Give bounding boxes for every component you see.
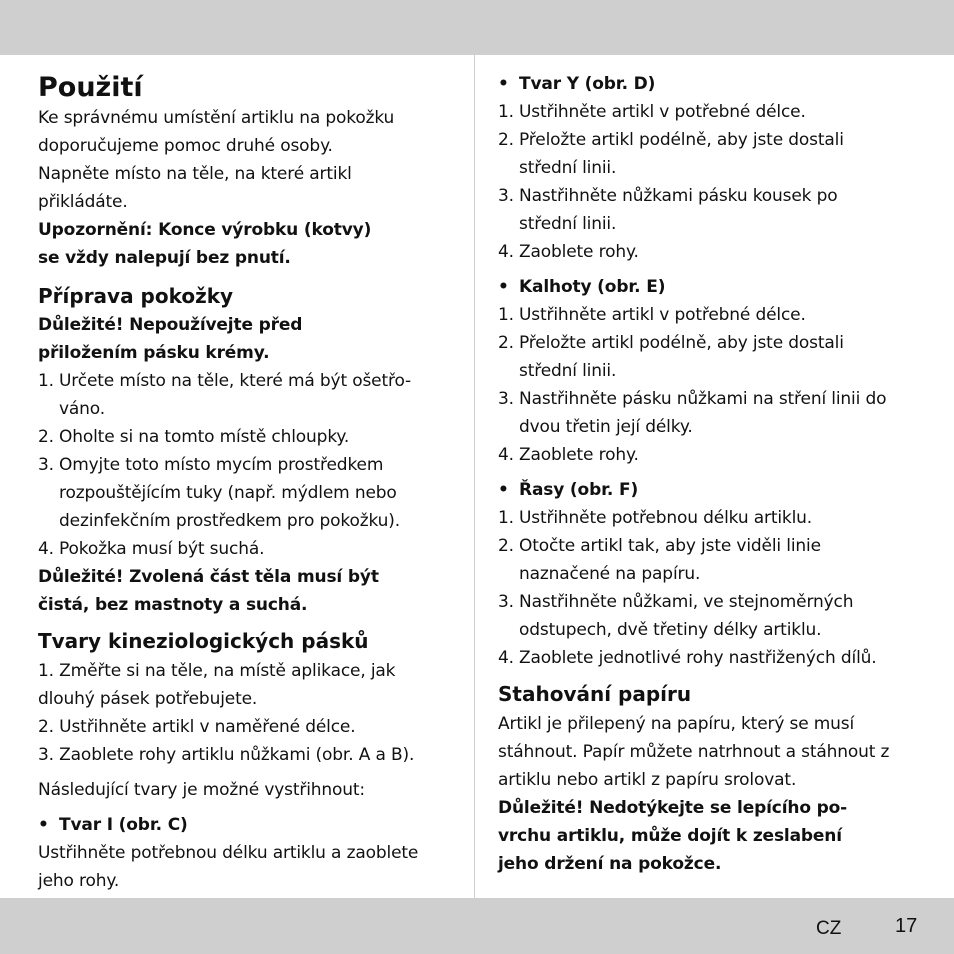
text-line: Nastřihněte nůžkami, ve stejnoměrných: [519, 592, 854, 612]
text-line: přikládáte.: [38, 192, 128, 212]
text-line: Zaoblete jednotlivé rohy nastřižených dílů.: [519, 648, 877, 668]
footer-band: [0, 898, 954, 954]
text-line: Oholte si na tomto místě chloupky.: [59, 427, 350, 447]
text-line: Ustřihněte potřebnou délku artiklu.: [519, 508, 813, 528]
text-line: Přeložte artikl podélně, aby jste dostali: [519, 130, 844, 150]
cut-intro: Následující tvary je možné vystřihnout:: [38, 780, 365, 800]
list-item: [498, 182, 844, 238]
text-line: dlouhý pásek potřebujete.: [38, 689, 258, 709]
note-line: Důležité! Nedotýkejte se lepícího po-: [498, 798, 848, 818]
list-item: [498, 98, 844, 126]
text-line: stáhnout. Papír můžete natrhnout a stáhnout z: [498, 742, 890, 762]
text-line: Ke správnému umístění artiklu na pokožku: [38, 108, 395, 128]
text-line: Nastřihněte pásku nůžkami na stření linii do: [519, 389, 887, 409]
text-line: Ustřihněte artikl v potřebné délce.: [519, 102, 806, 122]
list-item: [38, 367, 411, 423]
bullet-heading: [498, 70, 844, 98]
note-line: vrchu artiklu, může dojít k zeslabení: [498, 826, 842, 846]
text-line: Nastřihněte nůžkami pásku kousek po: [519, 186, 838, 206]
note-line: jeho držení na pokožce.: [498, 854, 722, 874]
text-line: rozpouštějícím tuky (např. mýdlem nebo: [59, 483, 397, 503]
bullet-title: Tvar Y (obr. D): [519, 74, 656, 94]
heading-tvary: Tvary kineziologických pásků: [38, 629, 369, 653]
list-item: [498, 238, 844, 266]
text-line: Omyjte toto místo mycím prostředkem: [59, 455, 384, 475]
text-line: 1. Změřte si na těle, na místě aplikace, jak: [38, 661, 396, 681]
list-number: 4.: [498, 242, 514, 262]
list-number: 2.: [38, 427, 54, 447]
bullet-title: Řasy (obr. F): [519, 480, 639, 500]
text-line: doporučujeme pomoc druhé osoby.: [38, 136, 333, 156]
text-line: střední linii.: [519, 158, 617, 178]
list-number: 2.: [498, 130, 514, 150]
intro-paragraph: [38, 104, 394, 272]
text-line: Pokožka musí být suchá.: [59, 539, 265, 559]
heading-priprava-pokozky: Příprava pokožky: [38, 284, 234, 308]
text-line: Otočte artikl tak, aby jste viděli linie: [519, 536, 821, 556]
footer-language: CZ: [816, 918, 842, 939]
text-line: Napněte místo na těle, na které artikl: [38, 164, 352, 184]
skin-prep-section: [38, 311, 411, 619]
text-line: Zaoblete rohy.: [519, 242, 639, 262]
list-number: 4.: [38, 539, 54, 559]
shapes-steps: [38, 657, 414, 769]
text-line: Artikl je přilepený na papíru, který se musí: [498, 714, 855, 734]
text-line: artiklu nebo artikl z papíru srolovat.: [498, 770, 797, 790]
list-number: 4.: [498, 648, 514, 668]
list-number: 1.: [498, 102, 514, 122]
text-line: Zaoblete rohy.: [519, 445, 639, 465]
rasy-section: [498, 476, 877, 672]
page-number: 17: [895, 915, 918, 937]
list-item: [498, 126, 844, 182]
text-line: střední linii.: [519, 361, 617, 381]
bullet-title: Kalhoty (obr. E): [519, 277, 666, 297]
text-line: 2. Ustřihněte artikl v naměřené délce.: [38, 717, 356, 737]
text-line: Přeložte artikl podélně, aby jste dostali: [519, 333, 844, 353]
list-item: [498, 532, 877, 588]
list-number: 3.: [498, 592, 514, 612]
list-number: 3.: [38, 455, 54, 475]
list-item: [498, 644, 877, 672]
column-divider: [474, 55, 475, 898]
list-item: [498, 385, 886, 441]
list-item: [498, 329, 886, 385]
list-number: 1.: [498, 305, 514, 325]
text-line: naznačené na papíru.: [519, 564, 701, 584]
text-line: dvou třetin její délky.: [519, 417, 693, 437]
text-line: váno.: [59, 399, 106, 419]
header-band: [0, 0, 954, 55]
bullet-heading: [498, 273, 886, 301]
heading-pouziti: Použití: [38, 72, 143, 103]
list-item: [498, 504, 877, 532]
note-line: Důležité! Nepoužívejte před: [38, 315, 303, 335]
note-line: čistá, bez mastnoty a suchá.: [38, 595, 308, 615]
list-item: [498, 301, 886, 329]
note-line: Důležité! Zvolená část těla musí být: [38, 567, 379, 587]
tvar-i-section: [38, 811, 418, 895]
text-line: odstupech, dvě třetiny délky artiklu.: [519, 620, 822, 640]
warning-line: se vždy nalepují bez pnutí.: [38, 248, 291, 268]
text-line: 3. Zaoblete rohy artiklu nůžkami (obr. A a B).: [38, 745, 415, 765]
text-line: střední linii.: [519, 214, 617, 234]
list-number: 1.: [498, 508, 514, 528]
tvar-y-section: [498, 70, 844, 266]
warning-line: Upozornění: Konce výrobku (kotvy): [38, 220, 372, 240]
bullet-icon: •: [498, 480, 509, 500]
text-line: Ustřihněte potřebnou délku artiklu a zaoblete: [38, 843, 419, 863]
list-number: 3.: [498, 389, 514, 409]
bullet-icon: •: [498, 277, 509, 297]
list-item: [498, 588, 877, 644]
heading-stahovani-papiru: Stahování papíru: [498, 682, 692, 706]
list-item: [38, 451, 411, 535]
list-item: [38, 535, 411, 563]
text-line: Ustřihněte artikl v potřebné délce.: [519, 305, 806, 325]
list-item: [498, 441, 886, 469]
list-number: 1.: [38, 371, 54, 391]
paper-section: [498, 710, 889, 878]
list-number: 2.: [498, 536, 514, 556]
list-number: 4.: [498, 445, 514, 465]
bullet-icon: •: [38, 815, 49, 835]
bullet-icon: •: [498, 74, 509, 94]
text-line: jeho rohy.: [38, 871, 120, 891]
list-item: [38, 423, 411, 451]
list-number: 3.: [498, 186, 514, 206]
list-number: 2.: [498, 333, 514, 353]
bullet-title: Tvar I (obr. C): [59, 815, 188, 835]
text-line: Určete místo na těle, které má být ošetřo-: [59, 371, 412, 391]
note-line: přiložením pásku krémy.: [38, 343, 270, 363]
kalhoty-section: [498, 273, 886, 469]
text-line: dezinfekčním prostředkem pro pokožku).: [59, 511, 401, 531]
bullet-heading: [38, 811, 418, 839]
bullet-heading: [498, 476, 877, 504]
